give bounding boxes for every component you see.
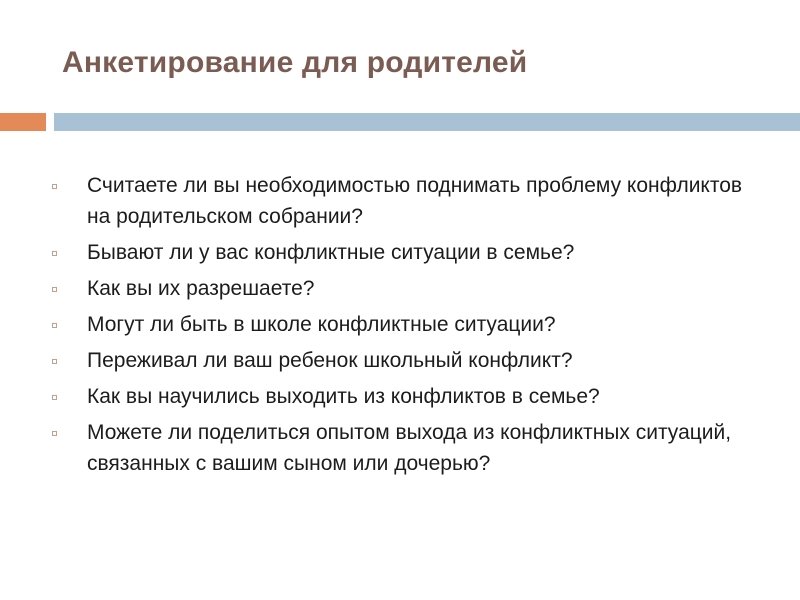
list-item-text: Как вы научились выходить из конфликтов в семье? (87, 385, 600, 408)
square-bullet-icon (52, 251, 57, 256)
square-bullet-icon (52, 287, 57, 292)
list-item (52, 170, 752, 232)
square-bullet-icon (52, 359, 57, 364)
square-bullet-icon (52, 184, 57, 189)
question-list (52, 170, 752, 484)
accent-bar-left (0, 113, 46, 131)
list-item-text: Считаете ли вы необходимостью поднимать проблему конфликтов на родительском собрании? (87, 174, 743, 228)
accent-bar-right (54, 113, 800, 131)
list-item-text: Как вы их разрешаете? (87, 277, 315, 300)
square-bullet-icon (52, 323, 57, 328)
list-item (52, 345, 752, 376)
list-item-text: Можете ли поделиться опытом выхода из конфликтных ситуаций, связанных с вашим сыном или дочерью? (87, 421, 732, 475)
list-item-text: Могут ли быть в школе конфликтные ситуации? (87, 313, 556, 336)
slide-title: Анкетирование для родителей (62, 46, 528, 79)
square-bullet-icon (52, 395, 57, 400)
list-item-text: Переживал ли ваш ребенок школьный конфликт? (87, 349, 573, 372)
list-item (52, 381, 752, 412)
list-item (52, 273, 752, 304)
list-item-text: Бывают ли у вас конфликтные ситуации в семье? (87, 241, 575, 264)
list-item (52, 417, 752, 479)
list-item (52, 309, 752, 340)
square-bullet-icon (52, 431, 57, 436)
list-item (52, 237, 752, 268)
